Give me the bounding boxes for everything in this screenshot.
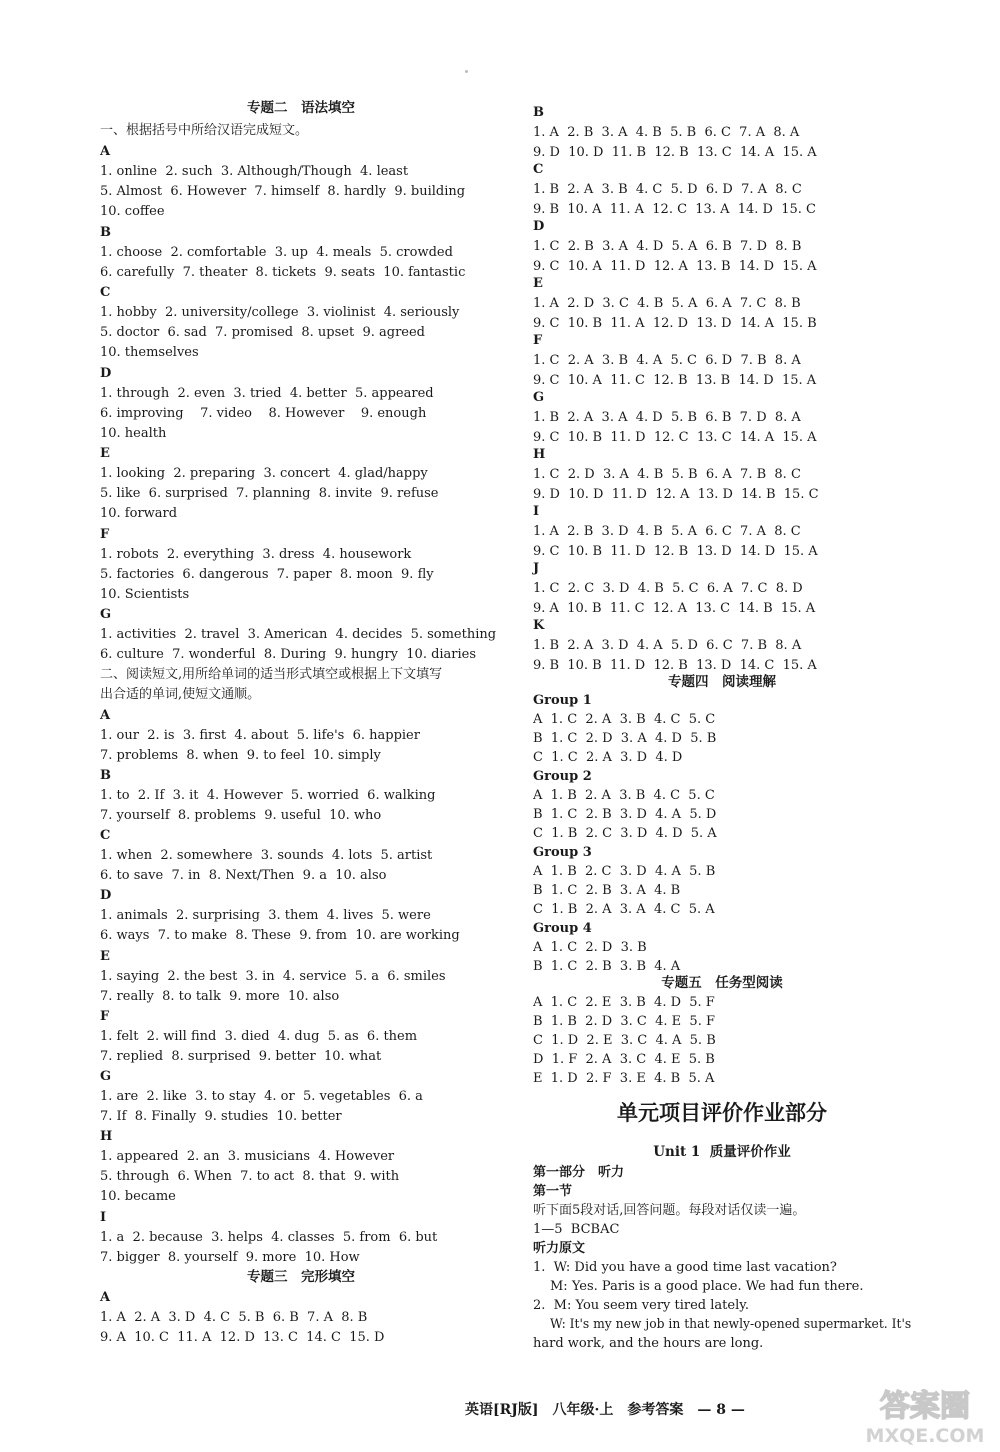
left-line: 1. are 2. like 3. to stay 4. or 5. vegetables 6. a	[100, 1089, 423, 1104]
left-line: 1. our 2. is 3. first 4. about 5. life's 6. happier	[100, 728, 420, 743]
right-line: B 1. C 2. B 3. D 4. A 5. D	[533, 807, 717, 822]
right-line: B	[533, 105, 544, 120]
right-line: 2. M: You seem very tired lately.	[533, 1298, 749, 1313]
right-line: 1. A 2. B 3. A 4. B 5. B 6. C 7. A 8. A	[533, 125, 800, 140]
left-line: 1. to 2. If 3. it 4. However 5. worried 6. walking	[100, 788, 436, 803]
right-line: 1. C 2. C 3. D 4. B 5. C 6. A 7. C 8. D	[533, 581, 803, 596]
right-line: B 1. B 2. D 3. C 4. E 5. F	[533, 1014, 715, 1029]
left-line: G	[100, 1069, 112, 1084]
right-line: 1. A 2. D 3. C 4. B 5. A 6. A 7. C 8. B	[533, 296, 801, 311]
left-line: 6. carefully 7. theater 8. tickets 9. seats 10. fantastic	[100, 265, 466, 280]
left-line: 10. forward	[100, 506, 178, 521]
right-line: 1. B 2. A 3. D 4. A 5. D 6. C 7. B 8. A	[533, 638, 802, 653]
left-line: A	[100, 708, 111, 723]
watermark-bottom: MXQE.COM	[865, 1425, 985, 1447]
left-line: 6. ways 7. to make 8. These 9. from 10. are working	[100, 928, 460, 943]
right-line: A 1. B 2. A 3. B 4. C 5. C	[533, 788, 715, 803]
left-line: 9. A 10. C 11. A 12. D 13. C 14. C 15. D	[100, 1330, 385, 1345]
left-line: 7. yourself 8. problems 9. useful 10. who	[100, 808, 382, 823]
right-line: C 1. B 2. A 3. A 4. C 5. A	[533, 902, 715, 917]
right-line: A 1. C 2. A 3. B 4. C 5. C	[533, 712, 716, 727]
right-line: D 1. F 2. A 3. C 4. E 5. B	[533, 1052, 715, 1067]
left-line: 7. bigger 8. yourself 9. more 10. How	[100, 1250, 360, 1265]
right-line: 第一部分 听力	[533, 1165, 625, 1180]
right-line: B 1. C 2. B 3. B 4. A	[533, 959, 681, 974]
watermark-top: 答案圈	[880, 1389, 970, 1424]
left-line: 5. Almost 6. However 7. himself 8. hardly 9. building	[100, 184, 466, 199]
right-line: A 1. B 2. C 3. D 4. A 5. B	[533, 864, 716, 879]
left-line: 一、根据括号中所给汉语完成短文。	[100, 123, 309, 138]
left-line: 7. problems 8. when 9. to feel 10. simply	[100, 748, 381, 763]
right-line: Group 3	[533, 845, 592, 860]
right-line: 1. W: Did you have a good time last vacation?	[533, 1260, 837, 1275]
watermark-graphic	[860, 1382, 990, 1448]
left-line: 1. animals 2. surprising 3. them 4. lives 5. were	[100, 908, 431, 923]
left-line: 1. when 2. somewhere 3. sounds 4. lots 5. artist	[100, 848, 433, 863]
left-line: 5. like 6. surprised 7. planning 8. invite 9. refuse	[100, 486, 439, 501]
right-line: M: Yes. Paris is a good place. We had fun there.	[550, 1279, 864, 1294]
right-line: G	[533, 390, 545, 405]
left-line: G	[100, 607, 112, 622]
right-line: H	[533, 447, 546, 462]
right-line: F	[533, 333, 543, 348]
left-line: A	[100, 1290, 111, 1305]
right-line: Group 4	[533, 921, 592, 936]
right-line: 1—5 BCBAC	[533, 1222, 620, 1237]
left-line: 10. themselves	[100, 345, 199, 360]
right-line: I	[533, 504, 540, 519]
right-line: D	[533, 219, 545, 234]
right-line: 9. B 10. A 11. A 12. C 13. A 14. D 15. C	[533, 202, 816, 217]
left-line: E	[100, 949, 110, 964]
right-line: 1. A 2. B 3. D 4. B 5. A 6. C 7. A 8. C	[533, 524, 801, 539]
left-line: 7. replied 8. surprised 9. better 10. what	[100, 1049, 382, 1064]
left-line: I	[100, 1210, 107, 1225]
right-line: 9. C 10. A 11. C 12. B 13. B 14. D 15. A	[533, 373, 817, 388]
right-line: B 1. C 2. D 3. A 4. D 5. B	[533, 731, 717, 746]
top-dot	[465, 70, 468, 73]
left-line: 专题二 语法填空	[247, 100, 355, 116]
right-line: A 1. C 2. E 3. B 4. D 5. F	[533, 995, 715, 1010]
right-line: 专题四 阅读理解	[668, 674, 776, 690]
right-line: 9. B 10. B 11. D 12. B 13. D 14. C 15. A	[533, 658, 817, 673]
left-line: 1. felt 2. will find 3. died 4. dug 5. as 6. them	[100, 1029, 418, 1044]
watermark-logo	[860, 1382, 990, 1448]
right-line: 单元项目评价作业部分	[617, 1101, 827, 1125]
right-line: 1. C 2. B 3. A 4. D 5. A 6. B 7. D 8. B	[533, 239, 802, 254]
right-line: hard work, and the hours are long.	[533, 1336, 764, 1351]
left-line: 7. If 8. Finally 9. studies 10. better	[100, 1109, 342, 1124]
left-line: 1. A 2. A 3. D 4. C 5. B 6. B 7. A 8. B	[100, 1310, 368, 1325]
left-line: 5. through 6. When 7. to act 8. that 9. with	[100, 1169, 400, 1184]
left-line: C	[100, 285, 111, 300]
left-line: D	[100, 366, 112, 381]
left-line: 5. factories 6. dangerous 7. paper 8. moon 9. fly	[100, 567, 434, 582]
left-line: 10. became	[100, 1189, 176, 1204]
right-line: 第一节	[533, 1184, 573, 1199]
left-line: 1. saying 2. the best 3. in 4. service 5. a 6. smiles	[100, 969, 446, 984]
right-line: 9. C 10. B 11. D 12. C 13. C 14. A 15. A	[533, 430, 817, 445]
left-line: 1. a 2. because 3. helps 4. classes 5. from 6. but	[100, 1230, 438, 1245]
right-line: J	[533, 561, 540, 576]
left-line: B	[100, 225, 111, 240]
right-line: C 1. D 2. E 3. C 4. A 5. B	[533, 1033, 716, 1048]
left-line: 1. online 2. such 3. Although/Though 4. least	[100, 164, 409, 179]
right-line: C 1. B 2. C 3. D 4. D 5. A	[533, 826, 717, 841]
left-line: B	[100, 768, 111, 783]
right-line: 9. C 10. B 11. A 12. D 13. D 14. A 15. B	[533, 316, 817, 331]
right-line: 9. D 10. D 11. B 12. B 13. C 14. A 15. A	[533, 145, 817, 160]
right-line: 听下面5段对话,回答问题。每段对话仅读一遍。	[533, 1203, 806, 1218]
right-line: 1. C 2. D 3. A 4. B 5. B 6. A 7. B 8. C	[533, 467, 801, 482]
right-line: Group 2	[533, 769, 592, 784]
page-footer: 英语[RJ版] 八年级·上 参考答案 — 8 —	[465, 1402, 745, 1418]
left-line: 1. robots 2. everything 3. dress 4. housework	[100, 547, 412, 562]
left-line: 6. culture 7. wonderful 8. During 9. hungry 10. diaries	[100, 647, 477, 662]
right-line: 专题五 任务型阅读	[661, 975, 783, 991]
left-line: 1. looking 2. preparing 3. concert 4. glad/happy	[100, 466, 428, 481]
left-line: 6. to save 7. in 8. Next/Then 9. a 10. also	[100, 868, 387, 883]
right-line: E	[533, 276, 543, 291]
left-line: 7. really 8. to talk 9. more 10. also	[100, 989, 340, 1004]
right-line: Unit 1 质量评价作业	[653, 1144, 791, 1160]
left-line: 10. Scientists	[100, 587, 190, 602]
right-line: E 1. D 2. F 3. E 4. B 5. A	[533, 1071, 715, 1086]
right-line: 1. B 2. A 3. A 4. D 5. B 6. B 7. D 8. A	[533, 410, 801, 425]
right-line: K	[533, 618, 545, 633]
left-line: F	[100, 1009, 110, 1024]
right-line: 9. C 10. A 11. D 12. A 13. B 14. D 15. A	[533, 259, 817, 274]
right-line: B 1. C 2. B 3. A 4. B	[533, 883, 681, 898]
right-line: 9. A 10. B 11. C 12. A 13. C 14. B 15. A	[533, 601, 816, 616]
right-line: W: It's my new job in that newly-opened supermarket. It's	[550, 1317, 912, 1332]
left-line: 1. choose 2. comfortable 3. up 4. meals 5. crowded	[100, 245, 453, 260]
right-line: A 1. C 2. D 3. B	[533, 940, 647, 955]
left-line: F	[100, 527, 110, 542]
left-line: D	[100, 888, 112, 903]
left-line: H	[100, 1129, 113, 1144]
right-line: 9. D 10. D 11. D 12. A 13. D 14. B 15. C	[533, 487, 819, 502]
left-line: 10. health	[100, 426, 167, 441]
left-line: E	[100, 446, 110, 461]
left-line: A	[100, 144, 111, 159]
right-line: 1. C 2. A 3. B 4. A 5. C 6. D 7. B 8. A	[533, 353, 801, 368]
left-line: 专题三 完形填空	[247, 1269, 355, 1285]
right-line: C 1. C 2. A 3. D 4. D	[533, 750, 683, 765]
left-line: 1. hobby 2. university/college 3. violinist 4. seriously	[100, 305, 460, 320]
right-line: 9. C 10. B 11. D 12. B 13. D 14. D 15. A	[533, 544, 818, 559]
left-line: 1. through 2. even 3. tried 4. better 5. appeared	[100, 386, 434, 401]
right-line: C	[533, 162, 544, 177]
left-line: 出合适的单词,使短文通顺。	[100, 687, 261, 702]
left-line: 6. improving 7. video 8. However 9. enough	[100, 406, 427, 421]
right-line: 1. B 2. A 3. B 4. C 5. D 6. D 7. A 8. C	[533, 182, 802, 197]
left-line: 二、阅读短文,用所给单词的适当形式填空或根据上下文填写	[100, 667, 443, 682]
left-line: C	[100, 828, 111, 843]
left-line: 1. activities 2. travel 3. American 4. decides 5. something	[100, 627, 497, 642]
left-line: 1. appeared 2. an 3. musicians 4. However	[100, 1149, 395, 1164]
left-line: 5. doctor 6. sad 7. promised 8. upset 9. agreed	[100, 325, 425, 340]
right-line: 听力原文	[533, 1241, 586, 1256]
left-line: 10. coffee	[100, 204, 165, 219]
right-line: Group 1	[533, 693, 592, 708]
